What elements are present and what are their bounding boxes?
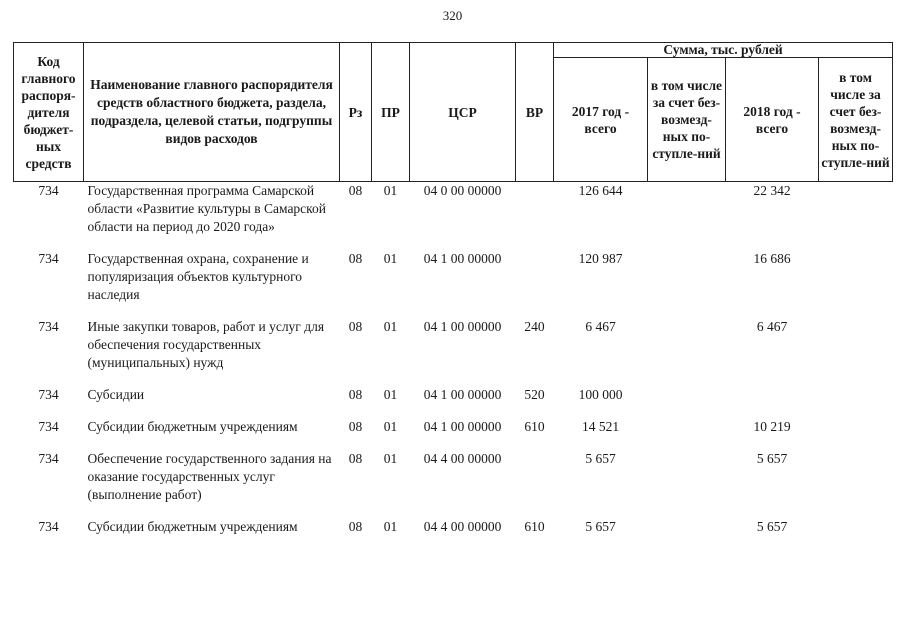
cell-vr: 520 <box>524 387 545 402</box>
cell-2017-total: 120 987 <box>578 251 623 266</box>
cell-code: 734 <box>38 251 59 266</box>
cell-rz: 08 <box>348 319 363 334</box>
cell-2018-free <box>819 250 893 318</box>
cell-csr: 04 1 00 00000 <box>423 419 502 434</box>
cell-csr: 04 1 00 00000 <box>423 387 502 402</box>
header-name: Наименование главного распорядителя средств областного бюджета, раздела, подраздела, целевой статьи, подгруппы видов расходов <box>84 43 340 182</box>
header-sum: Сумма, тыс. рублей <box>554 43 893 58</box>
cell-2017-free <box>648 386 726 418</box>
cell-2017-free <box>648 450 726 518</box>
cell-csr: 04 1 00 00000 <box>423 319 502 334</box>
cell-2018-free <box>819 182 893 251</box>
cell-2018-total: 22 342 <box>753 183 791 198</box>
cell-rz: 08 <box>348 387 363 402</box>
cell-rz: 08 <box>348 251 363 266</box>
cell-rz: 08 <box>348 519 363 534</box>
cell-pr: 01 <box>383 319 398 334</box>
cell-2017-free <box>648 250 726 318</box>
cell-vr <box>516 182 554 251</box>
header-csr: ЦСР <box>410 43 516 182</box>
cell-rz: 08 <box>348 451 363 466</box>
cell-name: Субсидии <box>87 387 145 402</box>
cell-rz: 08 <box>348 419 363 434</box>
cell-pr: 01 <box>383 251 398 266</box>
cell-2018-total: 6 467 <box>756 319 788 334</box>
cell-2017-total: 100 000 <box>578 387 623 402</box>
table-row <box>14 250 893 318</box>
table-row <box>14 318 893 386</box>
cell-2017-free <box>648 318 726 386</box>
page-number: 320 <box>442 8 463 23</box>
cell-name: Государственная охрана, сохранение и популяризация объектов культурного наследия <box>87 251 309 302</box>
cell-2018-total: 5 657 <box>756 519 788 534</box>
table-body <box>14 182 893 537</box>
cell-2018-total: 16 686 <box>753 251 791 266</box>
cell-csr: 04 4 00 00000 <box>423 451 502 466</box>
cell-2018-free <box>819 418 893 450</box>
cell-code: 734 <box>38 419 59 434</box>
cell-name: Субсидии бюджетным учреждениям <box>87 419 298 434</box>
cell-2017-total: 5 657 <box>585 451 616 466</box>
cell-vr: 610 <box>524 519 545 534</box>
cell-code: 734 <box>38 451 59 466</box>
cell-2018-free <box>819 450 893 518</box>
table-row <box>14 450 893 518</box>
cell-2017-total: 5 657 <box>585 519 616 534</box>
cell-pr: 01 <box>383 387 398 402</box>
cell-code: 734 <box>38 387 59 402</box>
cell-code: 734 <box>38 319 59 334</box>
cell-pr: 01 <box>383 451 398 466</box>
header-2018-free: в том числе за счет без-возмезд-ных по-ступле-ний <box>819 58 893 182</box>
cell-rz: 08 <box>348 183 363 198</box>
cell-vr <box>516 450 554 518</box>
budget-table <box>13 42 893 536</box>
cell-pr: 01 <box>383 183 398 198</box>
cell-name: Государственная программа Самарской области «Развитие культуры в Самарской области на период до 2020 года» <box>87 183 327 234</box>
cell-2017-total: 14 521 <box>581 419 620 434</box>
cell-csr: 04 0 00 00000 <box>423 183 502 198</box>
cell-csr: 04 1 00 00000 <box>423 251 502 266</box>
cell-2018-free <box>819 386 893 418</box>
cell-name: Субсидии бюджетным учреждениям <box>87 519 298 534</box>
cell-vr: 610 <box>524 419 545 434</box>
cell-name: Обеспечение государственного задания на оказание государственных услуг (выполнение работ) <box>87 451 332 502</box>
cell-2018-total <box>726 386 819 418</box>
cell-csr: 04 4 00 00000 <box>423 519 502 534</box>
table-row <box>14 518 893 536</box>
cell-pr: 01 <box>383 419 398 434</box>
cell-2017-free <box>648 418 726 450</box>
table-row <box>14 182 893 251</box>
header-2017-total: 2017 год - всего <box>554 58 648 182</box>
header-2017-free: в том числе за счет без-возмезд-ных по-ступле-ний <box>648 58 726 182</box>
cell-pr: 01 <box>383 519 398 534</box>
cell-code: 734 <box>38 519 59 534</box>
header-2018-total: 2018 год - всего <box>726 58 819 182</box>
cell-2018-total: 5 657 <box>756 451 788 466</box>
cell-2017-total: 6 467 <box>585 319 616 334</box>
table-row <box>14 386 893 418</box>
header-rz: Рз <box>340 43 372 182</box>
cell-code: 734 <box>38 183 59 198</box>
cell-2018-free <box>819 318 893 386</box>
cell-2018-free <box>819 518 893 536</box>
cell-vr <box>516 250 554 318</box>
table-header <box>14 43 893 182</box>
cell-2018-total: 10 219 <box>753 419 791 434</box>
cell-2017-free <box>648 518 726 536</box>
cell-name: Иные закупки товаров, работ и услуг для обеспечения государственных (муниципальных) нужд <box>87 319 325 370</box>
header-pr: ПР <box>372 43 410 182</box>
table-row <box>14 418 893 450</box>
header-code: Код главного распоря-дителя бюджет-ных средств <box>14 43 84 182</box>
cell-2017-free <box>648 182 726 251</box>
cell-2017-total: 126 644 <box>578 183 623 198</box>
header-vr: ВР <box>516 43 554 182</box>
cell-vr: 240 <box>524 319 545 334</box>
